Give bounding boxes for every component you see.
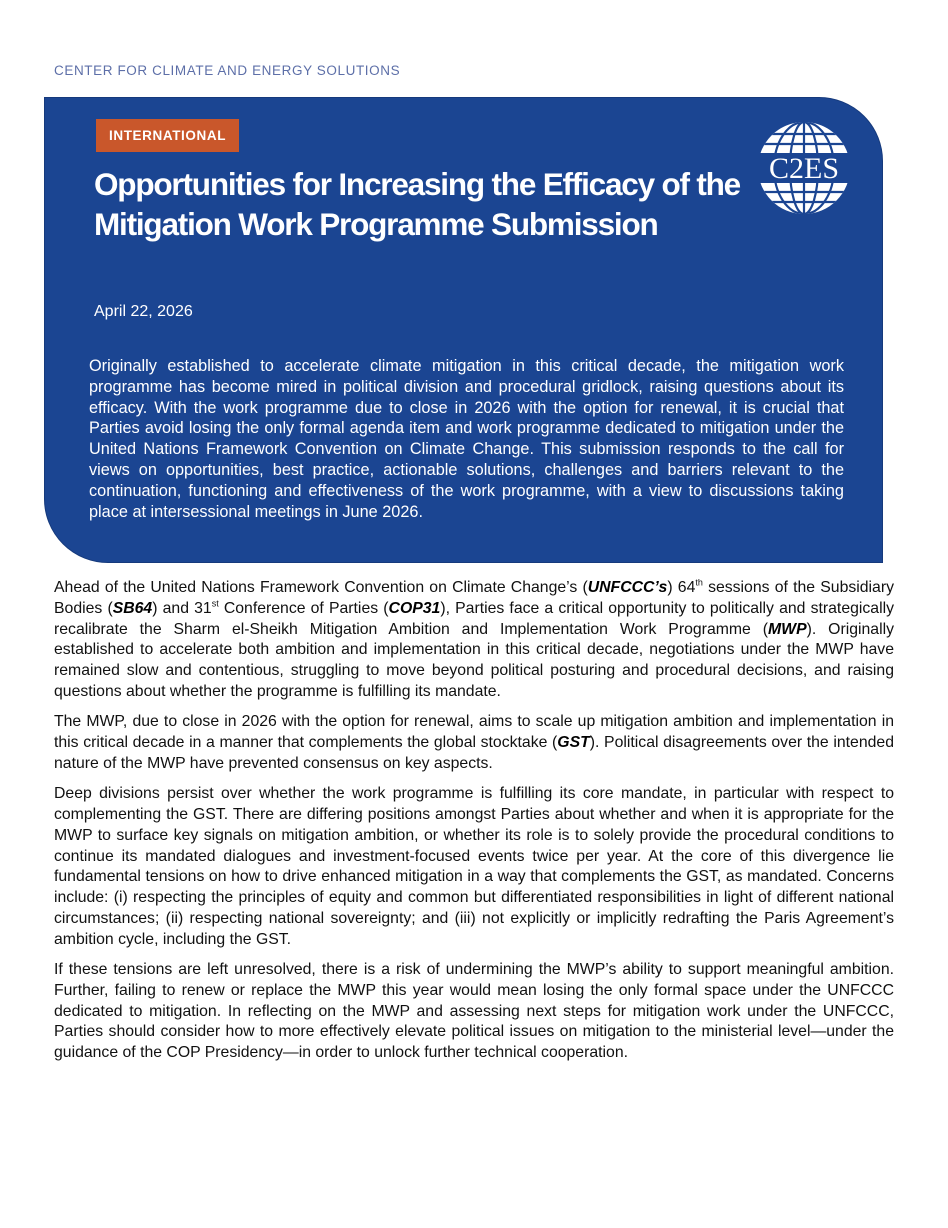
- paragraph-3: Deep divisions persist over whether the work programme is fulfilling its core mandate, in particular with respect to complementing the GST. There are differing positions amongst Parties about whether and when it is appropriate for the MWP to surface key signals on mitigation ambition, or whether its role is to solely provide the procedural conditions to continue its mandated dialogues and investment-focused events twice per year. At the core of this divergence lie fundamental tensions on how to drive enhanced mitigation in a way that complements the GST, as mandated. Concerns include: (i) respecting the principles of equity and common but differentiated responsibilities in light of different national circumstances; (ii) respecting national sovereignty; and (iii) not explicitly or implicitly redrafting the Paris Agreement’s ambition cycle, including the GST.: [54, 785, 894, 948]
- text-run: The MWP, due to close in 2026 with the option for renewal, aims to scale up mitigation ambition and implementation in this critical decade in a manner that complements the global stocktake (: [54, 713, 894, 752]
- logo-text: C2ES: [768, 152, 840, 185]
- abbr-link-sb64[interactable]: SB64: [112, 599, 153, 617]
- text-run: Ahead of the United Nations Framework Convention on Climate Change’s (: [54, 579, 588, 596]
- text-run: Conference of Parties (: [218, 599, 389, 617]
- text-run: ). Originally established to accelerate both ambition and implementation in this critical decade, negotiations under the MWP have remained slow and contentious, struggling to move beyond political posturing and procedural decisions, and raising questions about whether the programme is fulfilling its mandate.: [54, 620, 894, 700]
- body-text: [54, 578, 894, 1074]
- abbr-link-gst[interactable]: GST: [557, 734, 590, 752]
- paragraph-1: [54, 578, 894, 703]
- text-run: ). Political disagreements over the intended nature of the MWP have prevented consensus on key aspects.: [54, 734, 894, 772]
- abstract: Originally established to accelerate climate mitigation in this critical decade, the mitigation work programme has become mired in political division and procedural gridlock, raising questions about its efficacy. With the work programme due to close in 2026 with the option for renewal, it is crucial that Parties avoid losing the only formal agenda item and work programme dedicated to mitigation under the United Nations Framework Convention on Climate Change. This submission responds to the call for views on opportunities, best practice, actionable solutions, challenges and barriers relevant to the continuation, functioning and effectiveness of the work programme, with a view to discussions taking place at intersessional meetings in June 2026.: [89, 357, 844, 521]
- globe-logo-icon: [752, 120, 856, 216]
- paragraph-2: [54, 712, 894, 774]
- abbr-link-mwp[interactable]: MWP: [768, 620, 807, 638]
- text-run: sessions of the Subsidiary Bodies (: [54, 579, 895, 617]
- text-run: ) and 31: [152, 599, 212, 617]
- publication-date: April 22, 2026: [94, 303, 193, 320]
- text-run: ) 64: [667, 579, 696, 596]
- paragraph-4: If these tensions are left unresolved, there is a risk of undermining the MWP’s ability to support meaningful ambition. Further, failing to renew or replace the MWP this year would mean losing the only formal space under the UNFCCC dedicated to mitigation. In reflecting on the MWP and assessing next steps for mitigation work under the UNFCCC, Parties should consider how to more effectively elevate political issues on mitigation to the ministerial level—under the guidance of the COP Presidency—in order to unlock further technical cooperation.: [54, 961, 894, 1062]
- superscript: st: [211, 598, 219, 609]
- c2es-logo: [752, 120, 856, 216]
- category-tag: INTERNATIONAL: [96, 119, 239, 152]
- abbr-link-unfccc[interactable]: UNFCCC’s: [587, 579, 668, 596]
- text-run: ), Parties face a critical opportunity to politically and strategically recalibrate the Sharm el-Sheikh Mitigation Ambition and Implementation Work Programme (: [54, 599, 894, 638]
- superscript: th: [695, 577, 703, 588]
- organization-name: CENTER FOR CLIMATE AND ENERGY SOLUTIONS: [54, 63, 401, 78]
- abbr-link-cop31[interactable]: COP31: [388, 599, 441, 617]
- page-title: Opportunities for Increasing the Efficacy of the Mitigation Work Programme Submission: [94, 166, 740, 242]
